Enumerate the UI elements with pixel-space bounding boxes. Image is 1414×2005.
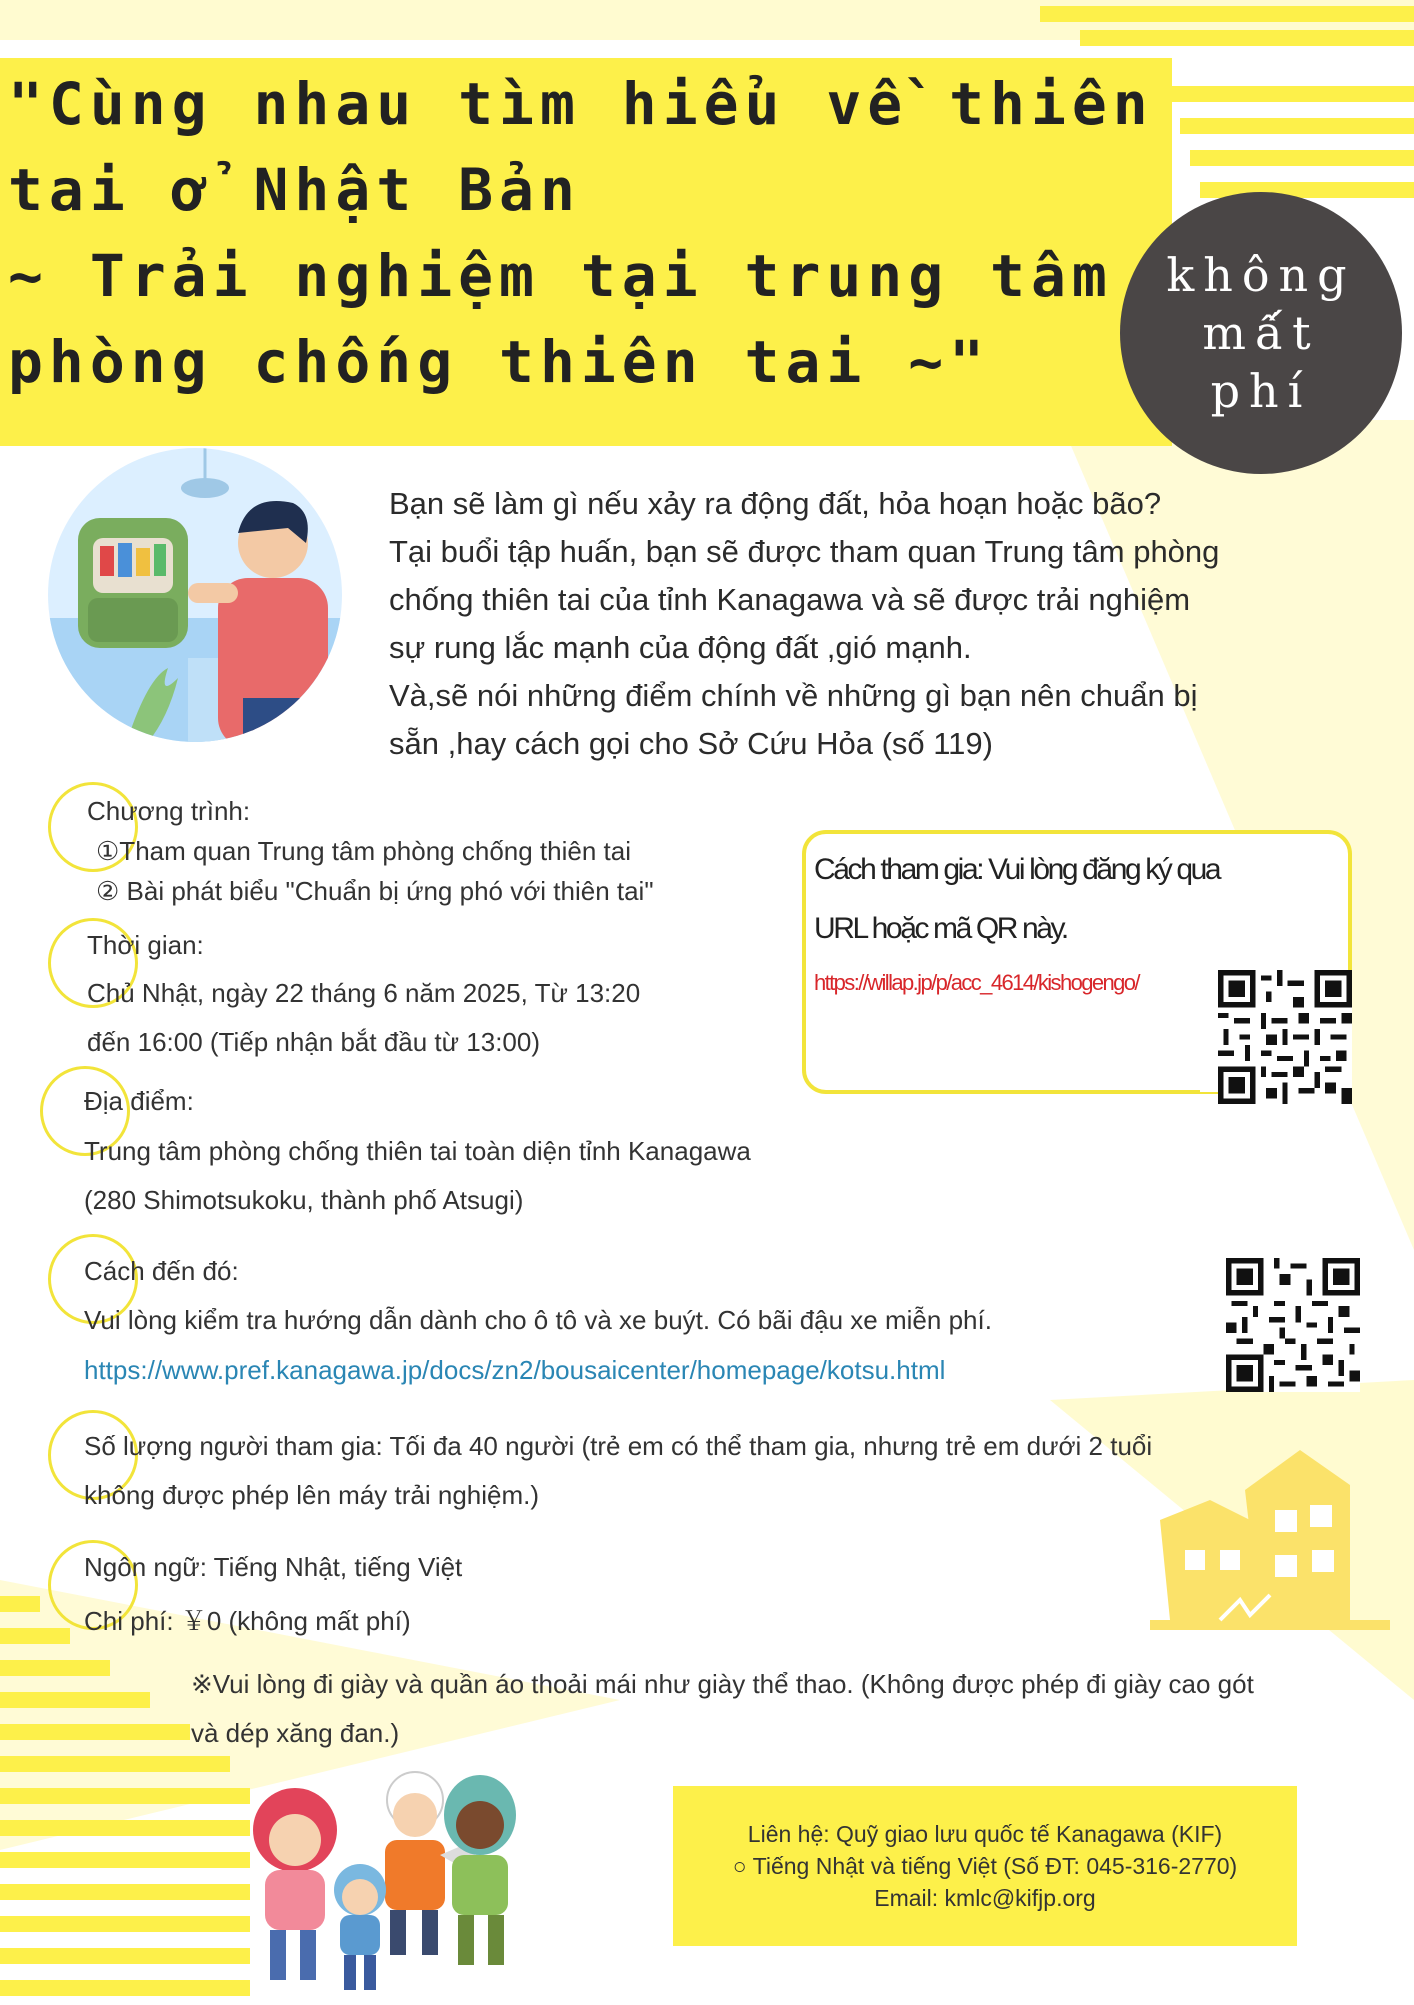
contact-line-2: ○ Tiếng Nhật và tiếng Việt (Số ĐT: 045-316-2770)	[732, 1853, 1238, 1879]
earthquake-house-illustration	[1150, 1450, 1390, 1630]
free-badge-line-1: không	[1166, 248, 1356, 302]
program-item-1: ①Tham quan Trung tâm phòng chống thiên tai	[96, 836, 631, 866]
contact-box	[673, 1786, 1297, 1946]
program-label: Chương trình:	[87, 796, 251, 826]
intro-line-5: Và,sẽ nói những điểm chính về những gì bạn nên chuẩn bị	[389, 678, 1198, 713]
capacity-line-1: Số lượng người tham gia: Tối đa 40 người (trẻ em có thể tham gia, nhưng trẻ em dưới 2 tuổi	[84, 1431, 1153, 1461]
free-badge-line-2: mấ́t	[1202, 306, 1320, 360]
access-label: Cách đến đó:	[84, 1256, 239, 1286]
contact-line-1: Liên hệ: Quỹ giao lưu quốc tế Kanagawa (KIF)	[747, 1821, 1223, 1847]
title-line-2: tai ở Nhật Bản	[8, 156, 581, 224]
contact-email[interactable]: Email: kmlc@kifjp.org	[874, 1885, 1096, 1911]
backpack-illustration	[48, 448, 342, 742]
intro-paragraph	[389, 480, 1349, 768]
access-qr-code[interactable]	[1226, 1258, 1360, 1392]
free-badge	[1120, 192, 1402, 474]
registration-line-1: Cách tham gia: Vui lòng đăng ký qua	[814, 853, 1220, 886]
language-line: Ngôn ngữ: Tiếng Nhật, tiếng Việt	[84, 1552, 463, 1582]
venue-line-2: (280 Shimotsukoku, thành phố Atsugi)	[84, 1185, 524, 1215]
access-url-link[interactable]: https://www.pref.kanagawa.jp/docs/zn2/bousaicenter/homepage/kotsu.html	[84, 1355, 946, 1385]
intro-line-2: Tại buổi tập huấn, bạn sẽ được tham quan Trung tâm phòng	[389, 534, 1220, 569]
access-line-1: Vui lòng kiểm tra hướng dẫn dành cho ô tô và xe buýt. Có bãi đậu xe miễn phí.	[84, 1305, 992, 1335]
intro-line-3: chống thiên tai của tỉnh Kanagawa và sẽ được trải nghiệm	[389, 582, 1191, 617]
intro-line-6: sẵn ,hay cách gọi cho Sở Cứu Hỏa (số 119)	[389, 726, 993, 761]
time-label: Thời gian:	[87, 930, 204, 960]
registration-url-link[interactable]: https://willap.jp/p/acc_4614/kishogengo/	[814, 970, 1139, 995]
time-line-2: đến 16:00 (Tiếp nhận bắt đầu từ 13:00)	[87, 1027, 540, 1057]
venue-line-1: Trung tâm phòng chống thiên tai toàn diện tỉnh Kanagawa	[84, 1136, 751, 1166]
intro-line-1: Bạn sẽ làm gì nếu xảy ra động đất, hỏa hoạn hoặc bão?	[389, 486, 1162, 521]
registration-qr-code[interactable]	[1218, 970, 1352, 1104]
free-badge-line-3: phí	[1210, 364, 1312, 418]
note-line-2: và dép xăng đan.)	[191, 1718, 400, 1748]
cost-line: Chi phí: ￥0 (không mất phí)	[84, 1606, 411, 1636]
title-line-1: "Cùng nhau tìm hiểu về thiên	[8, 70, 1154, 138]
title-line-4: phòng chống thiên tai ~"	[8, 328, 991, 396]
intro-line-4: sự rung lắc mạnh của động đất ,gió mạnh.	[389, 630, 972, 665]
title-line-3: ~ Trải nghiệm tại trung tâm	[8, 242, 1113, 310]
time-line-1: Chủ Nhật, ngày 22 tháng 6 năm 2025, Từ 13:20	[87, 978, 641, 1008]
note-line-1: ※Vui lòng đi giày và quần áo thoải mái như giày thể thao. (Không được phép đi giày cao gót	[191, 1669, 1254, 1699]
evacuating-people-illustration	[240, 1755, 550, 2000]
venue-label: Địa điểm:	[84, 1086, 194, 1116]
registration-line-2: URL hoặc mã QR này.	[814, 912, 1067, 945]
program-item-2: ② Bài phát biểu "Chuẩn bị ứng phó với thiên tai"	[96, 876, 654, 906]
capacity-line-2: không được phép lên máy trải nghiệm.)	[84, 1480, 540, 1510]
